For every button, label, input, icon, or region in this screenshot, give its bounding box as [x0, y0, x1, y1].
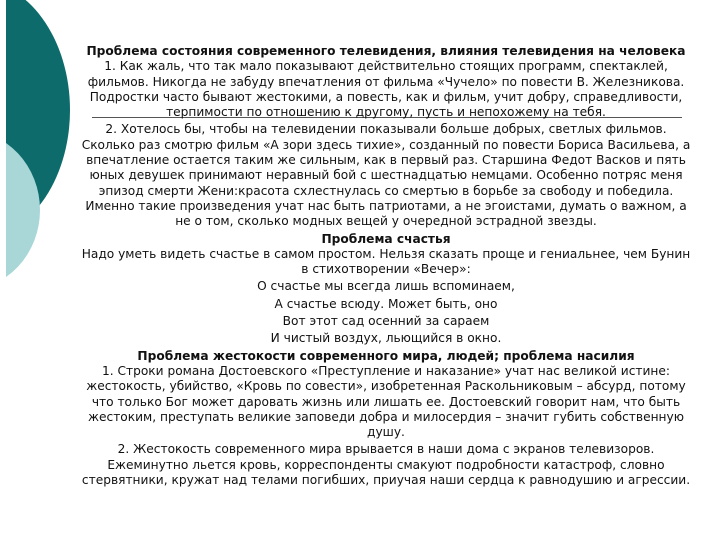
poem-line: И чистый воздух, льющийся в окно.	[270, 331, 502, 346]
happiness-intro: Надо уметь видеть счастье в самом простом. Нельзя сказать проще и гениальнее, чем Бунин в стихотворении «Вечер»:	[81, 246, 691, 277]
section-title-happiness: Проблема счастья	[321, 231, 451, 246]
slide-text	[80, 44, 692, 488]
section-title-television: Проблема состояния современного телевидения, влияния телевидения на человека	[86, 44, 686, 58]
poem-line: Вот этот сад осенний за сараем	[282, 314, 490, 329]
poem-line: О счастье мы всегда лишь вспоминаем,	[257, 279, 515, 294]
paragraph-4: 2. Жестокость современного мира врывается в наши дома с экранов телевизоров. Ежеминутно льется кровь, корреспонденты смакуют подробности катастроф, словно стервятники, кружат над телами погибших, приучая наши сердца к равнодушию и агрессии.	[81, 442, 691, 488]
edge-strip	[0, 0, 6, 540]
poem-line: А счастье всюду. Может быть, оно	[274, 296, 498, 311]
decorative-side-circles	[0, 0, 80, 540]
paragraph-3: 1. Строки романа Достоевского «Преступление и наказание» учат нас великой истине: жестокость, убийство, «Кровь по совести», изобретенная Раскольниковым – абсурд, потому что только Бог может даровать жизнь или лишать ее. Достоевский говорит нам, что быть жестоким, преступать великие заповеди добра и милосердия – значит губить собственную душу.	[86, 363, 686, 440]
section-title-cruelty: Проблема жестокости современного мира, людей; проблема насилия	[137, 348, 635, 363]
paragraph-2: 2. Хотелось бы, чтобы на телевидении показывали больше добрых, светлых фильмов. Сколько раз смотрю фильм «А зори здесь тихие», созданный по повести Бориса Васильева, а впечатление остается таким же сильным, как в первый раз. Старшина Федот Васков и пять юных девушек принимают неравный бой с шестнадцатью немцами. Особенно потряс меня эпизод смерти Жени:красота схлестнулась со смертью в борьбе за свободу и победила. Именно такие произведения учат нас быть патриотами, а не эгоистами, думать о важном, а не о том, сколько модных вещей у очередной эстрадной звезды.	[81, 122, 691, 229]
paragraph-1: 1. Как жаль, что так мало показывают действительно стоящих программ, спектаклей, фильмов. Никогда не забуду впечатления от фильма «Чучело» по повести В. Железникова. Подростки часто бывают жестокими, а повесть, как и фильм, учит добру, справедливости, терпимости по отношению к другому, пусть и непохожему на тебя.	[87, 59, 685, 120]
